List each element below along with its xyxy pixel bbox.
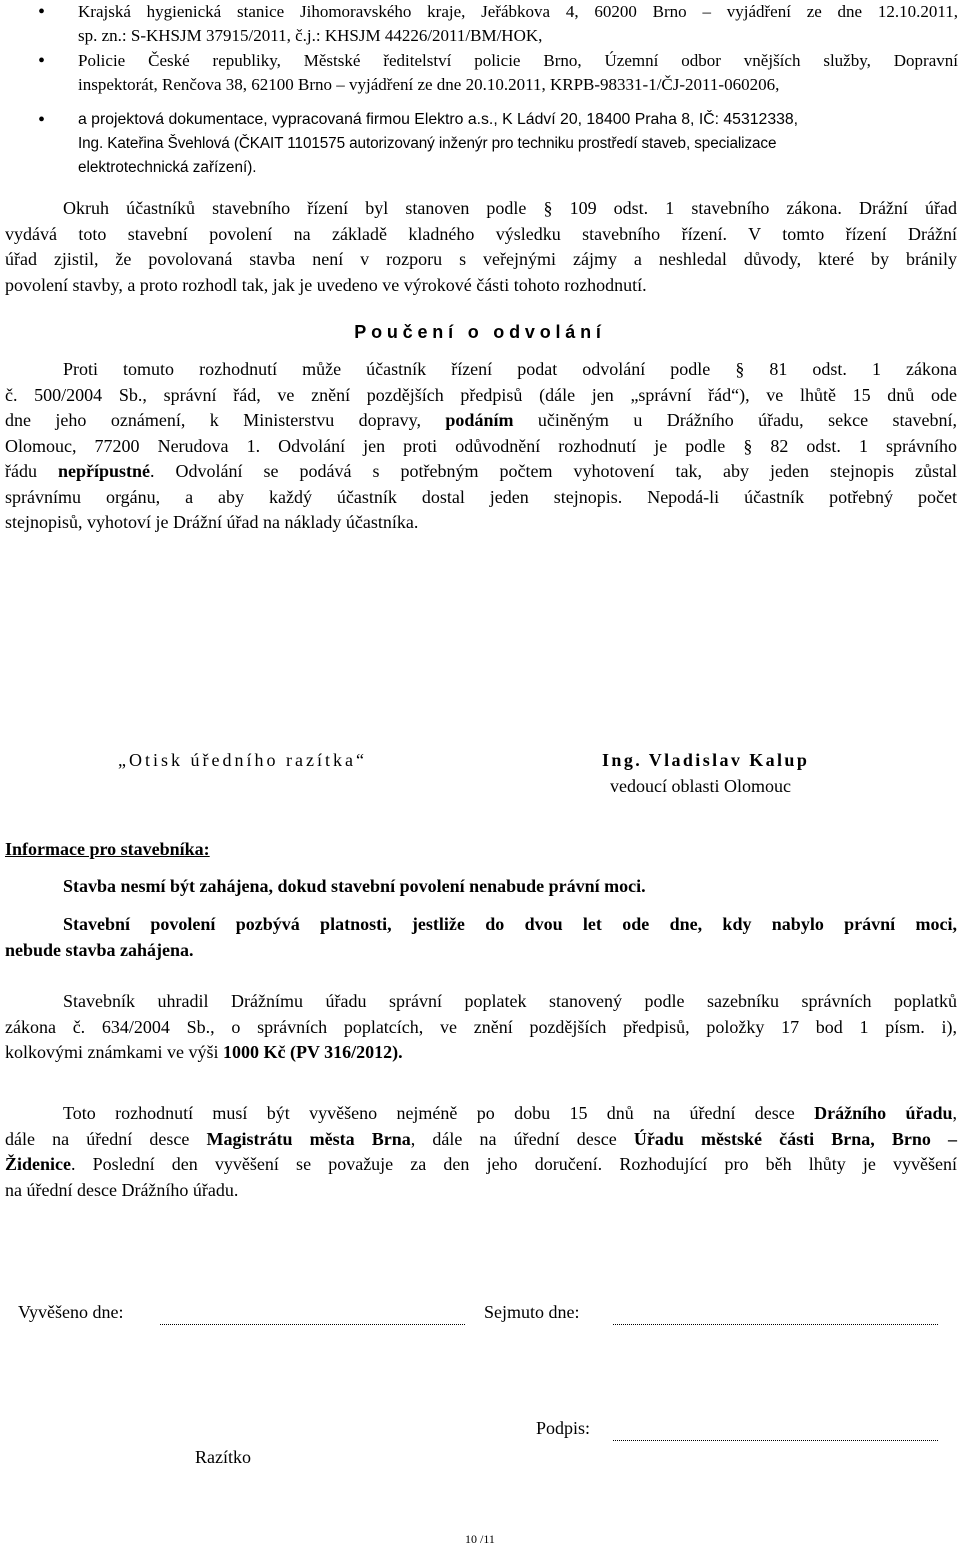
removed-date-label: Sejmuto dne: bbox=[484, 1302, 580, 1322]
appeal-line bbox=[5, 408, 957, 434]
info-line bbox=[5, 1152, 957, 1178]
signature-field[interactable] bbox=[613, 1440, 938, 1441]
list-item-hygiene-station bbox=[38, 0, 958, 48]
intro-line: povolení stavby, a proto rozhodl tak, jak je uvedeno ve výrokové části tohoto rozhodnutí. bbox=[5, 274, 647, 295]
builder-info-paragraph-3 bbox=[5, 989, 957, 1066]
list-item-line: Ing. Kateřina Švehlová (ČKAIT 1101575 autorizovaný inženýr pro techniku prostředí staveb, specializace bbox=[78, 135, 777, 152]
info-line: zákona č. 634/2004 Sb., o správních poplatcích, ve znění pozdějších předpisů, položky 17 bod 1 písm. i), bbox=[5, 1016, 957, 1037]
builder-info-paragraph-1 bbox=[5, 874, 957, 900]
builder-info-paragraph-4 bbox=[5, 1101, 957, 1203]
signature-label: Podpis: bbox=[536, 1418, 591, 1438]
appeal-text: . Odvolání se podává s potřebným počtem vyhotovení tak, aby jeden stejnopis zůstal bbox=[150, 461, 958, 481]
builder-info-paragraph-2 bbox=[5, 912, 957, 963]
intro-line: Okruh účastníků stavebního řízení byl stanoven podle § 109 odst. 1 stavebního zákona. Drážní úřad bbox=[63, 198, 957, 218]
appeal-emphasis: podáním bbox=[445, 410, 514, 430]
intro-line: vydává toto stavební povolení na základě kladného výsledku stavebního řízení. V tomto řízení Drážní bbox=[5, 223, 957, 244]
fee-amount: 1000 Kč (PV 316/2012). bbox=[222, 1042, 403, 1062]
list-item-line: sp. zn.: S-KHSJM 37915/2011, č.j.: KHSJM 44226/2011/BM/HOK, bbox=[78, 26, 543, 45]
info-emphasis: Úřadu městské části Brna, Brno – bbox=[633, 1128, 957, 1149]
appeal-paragraph bbox=[5, 357, 957, 536]
builder-info-title: Informace pro stavebníka: bbox=[5, 839, 210, 859]
list-item-line: elektrotechnická zařízení). bbox=[78, 159, 257, 176]
appeal-line: Olomouc, 77200 Nerudova 1. Odvolání jen proti odůvodnění rozhodnutí je podle § 82 odst. 1 správního bbox=[5, 435, 957, 456]
signatory-role: vedoucí oblasti Olomouc bbox=[610, 776, 791, 796]
appeal-emphasis: nepřípustné bbox=[58, 461, 151, 481]
info-line bbox=[5, 1101, 957, 1127]
info-text: dále na úřední desce bbox=[5, 1128, 207, 1149]
appeal-line: Proti tomuto rozhodnutí může účastník řízení podat odvolání podle § 81 odst. 1 zákona bbox=[63, 359, 957, 379]
appeal-heading: Poučení o odvolání bbox=[354, 322, 606, 342]
info-line bbox=[5, 1127, 957, 1153]
info-text: , dále na úřední desce bbox=[410, 1128, 634, 1149]
info-emphasis: Drážního úřadu bbox=[814, 1103, 953, 1123]
official-stamp-placeholder: „Otisk úředního razítka“ bbox=[118, 750, 367, 770]
appeal-text: učiněným u Drážního úřadu, sekce stavební, bbox=[513, 410, 957, 430]
posted-date-field[interactable] bbox=[160, 1324, 465, 1325]
info-text: , bbox=[952, 1103, 957, 1123]
page-number: 10 /11 bbox=[465, 1532, 495, 1546]
list-item-police bbox=[38, 49, 958, 97]
appeal-line: č. 500/2004 Sb., správní řád, ve znění pozdějších předpisů (dále jen „správní řád“), ve lhůtě 15 dnů ode bbox=[5, 384, 957, 405]
info-emphasis: Židenice bbox=[5, 1154, 71, 1174]
stamp-label: Razítko bbox=[195, 1447, 251, 1467]
appeal-text: dne jeho oznámení, k Ministerstvu dopravy, bbox=[5, 410, 446, 430]
appeal-line: správnímu orgánu, a aby každý účastník dostal jeden stejnopis. Nepodá-li účastník potřebný počet bbox=[5, 486, 957, 507]
info-line bbox=[5, 1040, 957, 1066]
info-text: Toto rozhodnutí musí být vyvěšeno nejméně po dobu 15 dnů na úřední desce bbox=[63, 1103, 815, 1123]
info-line: Stavba nesmí být zahájena, dokud stavební povolení nenabude právní moci. bbox=[63, 876, 646, 896]
info-line: Stavební povolení pozbývá platnosti, jestliže do dvou let ode dne, kdy nabylo právní moci, bbox=[63, 914, 957, 934]
list-item-line: • Policie České republiky, Městské ředitelství policie Brno, Územní odbor vnějších služby, Dopravní bbox=[78, 51, 958, 70]
bullet-list bbox=[38, 0, 958, 180]
info-emphasis: Magistrátu města Brna bbox=[206, 1128, 411, 1149]
info-line: Stavebník uhradil Drážnímu úřadu správní poplatek stanovený podle sazebníku správních poplatků bbox=[63, 991, 957, 1011]
signatory-name: Ing. Vladislav Kalup bbox=[602, 750, 810, 770]
info-line: nebude stavba zahájena. bbox=[5, 939, 194, 960]
appeal-line bbox=[5, 459, 957, 485]
posted-date-label: Vyvěšeno dne: bbox=[18, 1302, 124, 1322]
list-item-line: inspektorát, Renčova 38, 62100 Brno – vyjádření ze dne 20.10.2011, KRPB-98331-1/ČJ-2011-060206, bbox=[78, 75, 780, 94]
info-line: na úřední desce Drážního úřadu. bbox=[5, 1179, 239, 1200]
appeal-text: řádu bbox=[5, 461, 58, 481]
info-text: . Poslední den vyvěšení se považuje za den jeho doručení. Rozhodující pro běh lhůty je vyvěšení bbox=[71, 1154, 957, 1174]
list-item-project-documentation bbox=[38, 108, 958, 180]
intro-paragraph bbox=[5, 196, 957, 298]
info-text: kolkovými známkami ve výši bbox=[5, 1042, 223, 1062]
list-item-line: • a projektová dokumentace, vypracovaná firmou Elektro a.s., K Ládví 20, 18400 Praha 8, IČ: 45312338, bbox=[78, 111, 799, 128]
intro-line: úřad zjistil, že povolovaná stavba není v rozporu s veřejnými zájmy a neshledal důvody, které by bránily bbox=[5, 249, 957, 269]
list-item-line: • Krajská hygienická stanice Jihomoravského kraje, Jeřábkova 4, 60200 Brno – vyjádření ze dne 12.10.2011, bbox=[78, 2, 958, 21]
appeal-line: stejnopisů, vyhotoví je Drážní úřad na náklady účastníka. bbox=[5, 512, 419, 532]
removed-date-field[interactable] bbox=[613, 1324, 938, 1325]
